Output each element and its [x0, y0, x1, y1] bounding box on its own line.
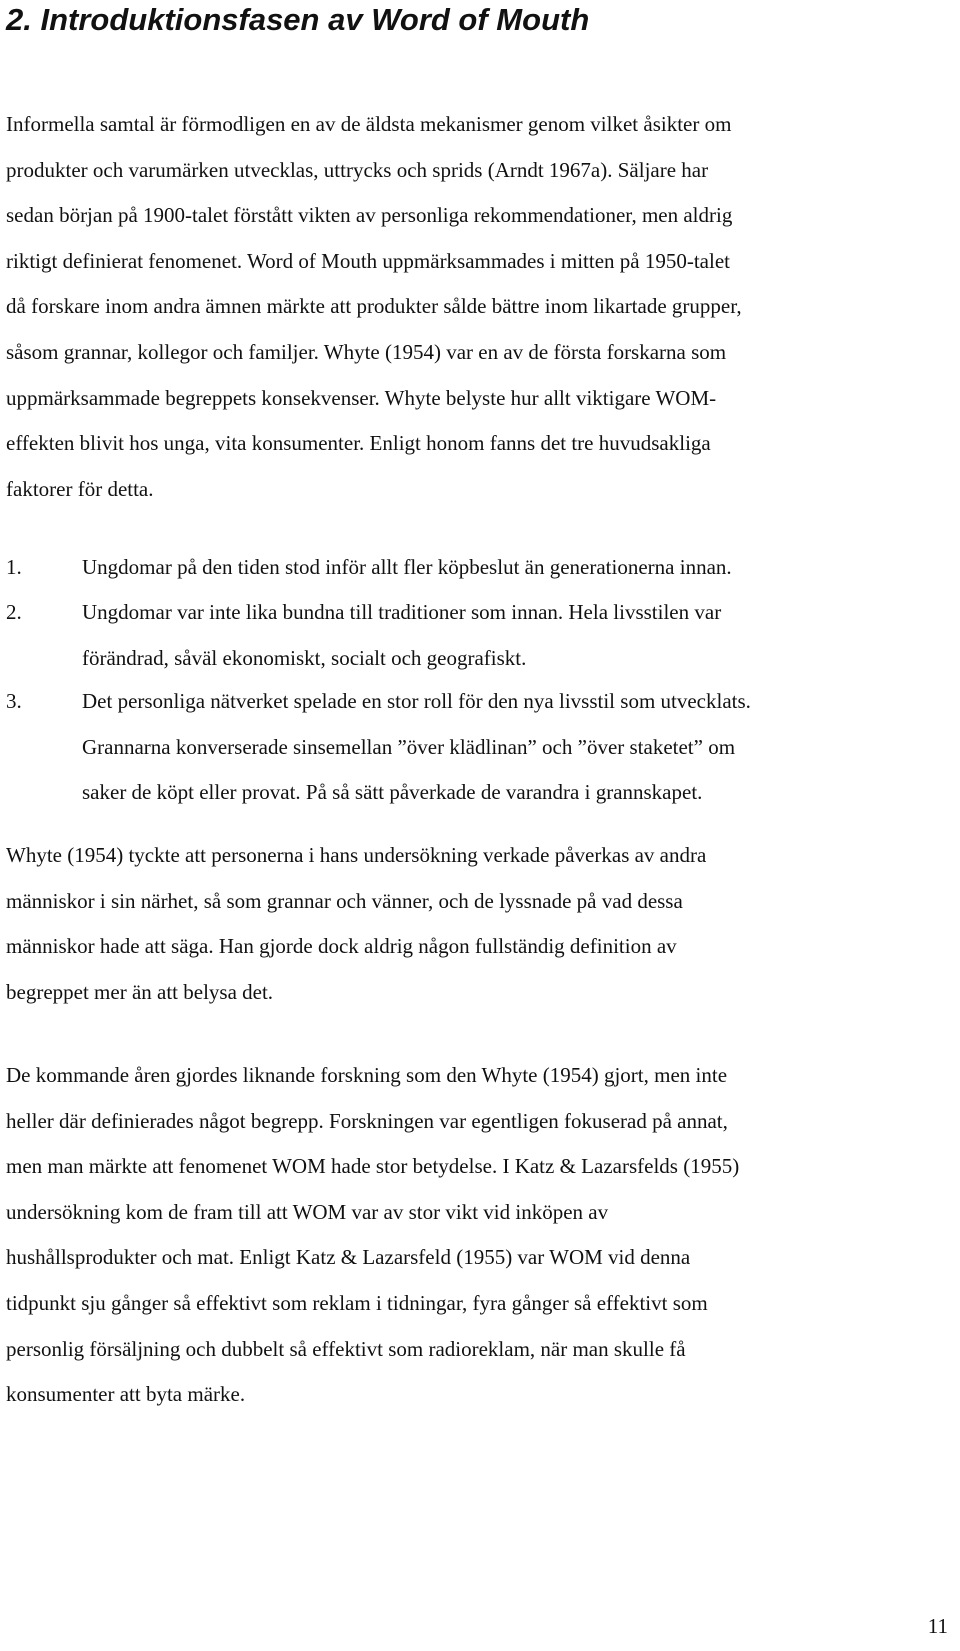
paragraph-intro [6, 102, 951, 512]
page-number: 11 [927, 1614, 948, 1638]
paragraph-line: människor i sin närhet, så som grannar och vänner, och de lyssnade på vad dessa [6, 888, 683, 913]
paragraph-line: Informella samtal är förmodligen en av de äldsta mekanismer genom vilket åsikter om [6, 112, 732, 136]
paragraph-line: uppmärksammade begreppets konsekvenser. Whyte belyste hur allt viktigare WOM- [6, 385, 717, 410]
paragraph-line: heller där definierades något begrepp. Forskningen var egentligen fokuserad på annat, [6, 1108, 728, 1133]
paragraph-line: undersökning kom de fram till att WOM var av stor vikt vid inköpen av [6, 1199, 609, 1224]
paragraph-line: men man märkte att fenomenet WOM hade stor betydelse. I Katz & Lazarsfelds (1955) [6, 1154, 740, 1179]
list-item-line: Ungdomar på den tiden stod inför allt fler köpbeslut än generationerna innan. [82, 555, 732, 579]
paragraph-line: De kommande åren gjordes liknande forskning som den Whyte (1954) gjort, men inte [6, 1063, 728, 1087]
paragraph-line: Whyte (1954) tyckte att personerna i hans undersökning verkade påverkas av andra [6, 843, 707, 867]
list-item-number: 2. [6, 600, 22, 624]
paragraph-line: människor hade att säga. Han gjorde dock aldrig någon fullständig definition av [6, 934, 677, 959]
paragraph-line: produkter och varumärken utvecklas, uttrycks och sprids (Arndt 1967a). Säljare har [6, 157, 709, 182]
paragraph-line: riktigt definierat fenomenet. Word of Mouth uppmärksammades i mitten på 1950-talet [6, 248, 730, 273]
paragraph-line: tidpunkt sju gånger så effektivt som reklam i tidningar, fyra gånger så effektivt som [6, 1290, 708, 1315]
paragraph-line: sedan början på 1900-talet förstått vikten av personliga rekommendationer, men aldrig [6, 203, 733, 228]
list-item-line: Grannarna konverserade sinsemellan ”över klädlinan” och ”över staketet” om [82, 734, 736, 759]
paragraph-line: då forskare inom andra ämnen märkte att produkter sålde bättre inom likartade grupper, [6, 294, 742, 319]
paragraph-line: hushållsprodukter och mat. Enligt Katz & Lazarsfeld (1955) var WOM vid denna [6, 1245, 691, 1270]
list-item-text [82, 679, 751, 816]
paragraph-line: personlig försäljning och dubbelt så effektivt som radioreklam, när man skulle få [6, 1336, 686, 1361]
section-heading: 2. Introduktionsfasen av Word of Mouth [6, 2, 590, 37]
list-item-number: 1. [6, 555, 22, 579]
list-item-text [82, 590, 721, 681]
paragraph-line: faktorer för detta. [6, 476, 154, 501]
list-item-number: 3. [6, 689, 22, 713]
list-item-line: Det personliga nätverket spelade en stor roll för den nya livsstil som utvecklats. [82, 689, 751, 713]
paragraph-line: konsumenter att byta märke. [6, 1382, 246, 1407]
list-item-line: Ungdomar var inte lika bundna till traditioner som innan. Hela livsstilen var [82, 600, 722, 624]
paragraph-line: såsom grannar, kollegor och familjer. Whyte (1954) var en av de första forskarna som [6, 339, 727, 364]
paragraph-line: effekten blivit hos unga, vita konsumenter. Enligt honom fanns det tre huvudsakliga [6, 431, 711, 456]
paragraph-whyte [6, 833, 951, 1015]
paragraph-katz-lazarsfeld [6, 1053, 951, 1418]
list-item-line: saker de köpt eller provat. På så sätt påverkade de varandra i grannskapet. [82, 780, 703, 805]
list-item-line: förändrad, såväl ekonomiskt, socialt och geografiskt. [82, 645, 527, 670]
list-item-text [82, 545, 732, 591]
paragraph-line: begreppet mer än att belysa det. [6, 979, 274, 1004]
